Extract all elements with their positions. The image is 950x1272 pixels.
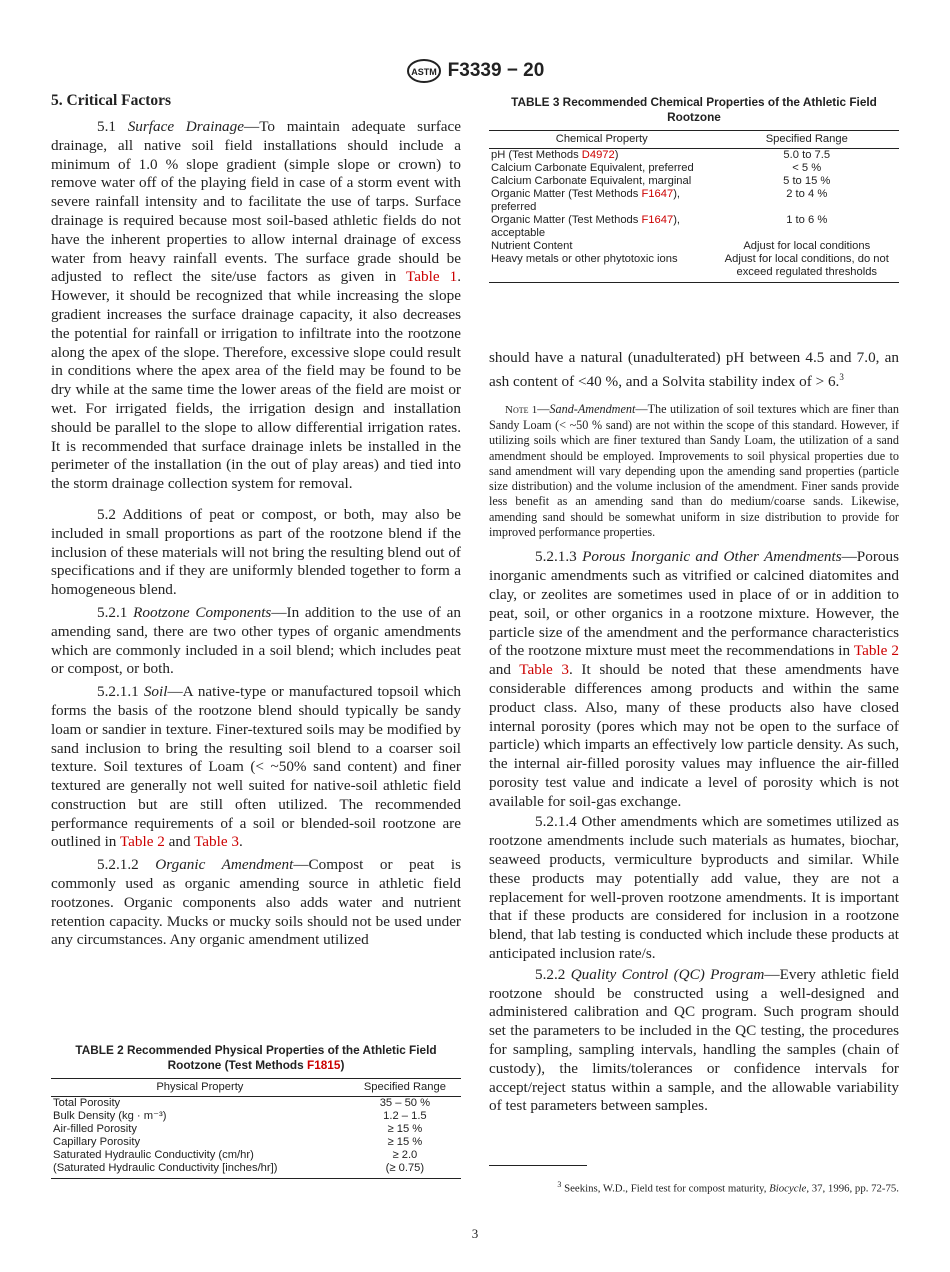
table-row: Calcium Carbonate Equivalent, preferred < 5 % bbox=[491, 162, 822, 174]
table-2 bbox=[51, 1043, 461, 1179]
table-row: Nutrient Content Adjust for local conditions bbox=[491, 240, 871, 252]
table-3-header-range: Specified Range bbox=[715, 131, 900, 149]
svg-text:ASTM: ASTM bbox=[410, 67, 437, 77]
f1815-link[interactable]: F1815 bbox=[306, 1057, 341, 1072]
table-2-header-range: Specified Range bbox=[349, 1079, 461, 1097]
table-row: Air-filled Porosity ≥ 15 % bbox=[53, 1123, 423, 1135]
paragraph-5-2-1-2: 5.2.1.2 Organic Amendment—Compost or peat is commonly used as organic amending source in athletic field rootzones. Organic components also adds water and nutrient retention capacity. Mucks or mucky soils should not be used under any circumstances. Any organic amendment utilized bbox=[51, 856, 462, 949]
table-row: (Saturated Hydraulic Conductivity [inches/hr]) (≥ 0.75) bbox=[51, 1162, 461, 1179]
table-row: Calcium Carbonate Equivalent, marginal 5 to 15 % bbox=[491, 175, 831, 187]
table-2-link[interactable]: Table 2 bbox=[853, 642, 899, 660]
paragraph-5-2-1: 5.2.1 Rootzone Components—In addition to the use of an amending sand, there are two other types of organic amendments which are commonly included in a soil blend; which includes peat or compost, or both. bbox=[51, 603, 461, 678]
f1647-link[interactable]: F1647 bbox=[641, 188, 674, 200]
table-row: Organic Matter (Test Methods F1647), preferred 2 to 4 % bbox=[491, 188, 828, 213]
paragraph-5-2-2: 5.2.2 Quality Control (QC) Program—Every athletic field rootzone should be constructed using a well-designed and administered calibration and QC program. Such program should set the parameters to be included in the QC testing, the procedures for sampling, sampling intervals, handling the samples (chain of custody), the limits/tolerances or confidence intervals for accept/reject status within a sample, and the allowable variability of test parameters between samples. bbox=[489, 965, 900, 1115]
right-column bbox=[489, 349, 899, 1116]
table-row: Organic Matter (Test Methods F1647), acceptable 1 to 6 % bbox=[491, 214, 828, 239]
paragraph-5-1: 5.1 Surface Drainage—To maintain adequate surface drainage, all native soil field installations should include a minimum of 1.0 % slope gradient (simple slope or crown) to remove water off of the playing field in case of a storm event with severe rainfall intensity and to facilitate the use of tarps. Surface drainage is required because most soil-based athletic fields do not have the inherent properties to allow internal drainage of excess water from heavy rainfall events. The surface grade should be adjusted to reflect the site/use factors as given in Table 1. However, it should be recognized that while increasing the slope gradient increases the surface drainage capacity, it also decreases the potential for rainfall or irrigation to infiltrate into the rootzone along the apex of the slope. Therefore, excessive slope could result in conditions where the apex area of the field may be found to be dry while at the same time the lower areas of the field are moist or wet. For irrigated fields, the irrigation design and installation should be parallel to the slope to allow differential irrigation rates. It is recommended that surface drainage inlets be installed in the perimeter of the installation (in the out of play areas) and tied into the storm drainage collection system for removal. bbox=[51, 118, 462, 493]
table-3-link[interactable]: Table 3 bbox=[519, 661, 570, 679]
d4972-link[interactable]: D4972 bbox=[581, 149, 615, 161]
footnote-divider bbox=[489, 1165, 587, 1166]
astm-logo-icon bbox=[406, 58, 442, 84]
table-row: pH (Test Methods D4972) 5.0 to 7.5 bbox=[491, 149, 831, 161]
table-3-caption: TABLE 3 Recommended Chemical Properties of the Athletic Field Rootzone bbox=[511, 95, 877, 124]
table-row: Saturated Hydraulic Conductivity (cm/hr) ≥ 2.0 bbox=[53, 1149, 418, 1161]
f1647-link[interactable]: F1647 bbox=[641, 214, 674, 226]
table-1-link[interactable]: Table 1 bbox=[406, 268, 458, 286]
table-2-header-property: Physical Property bbox=[51, 1079, 349, 1097]
table-row: Heavy metals or other phytotoxic ions Adjust for local conditions, do not exceed regulated thresholds bbox=[489, 253, 899, 283]
table-3-grid bbox=[489, 130, 899, 283]
table-row: Capillary Porosity ≥ 15 % bbox=[53, 1136, 423, 1148]
paragraph-5-2: 5.2 Additions of peat or compost, or both, may also be included in small proportions as part of the rootzone blend if the inclusion of these materials will not bring the resulting blend out of specifications and if they are uniformly blended together to form a homogeneous blend. bbox=[51, 505, 461, 599]
table-3-header-property: Chemical Property bbox=[489, 131, 715, 149]
note-1: Note 1—Sand-Amendment—The utilization of soil textures which are finer than Sandy Loam (< ~50 % sand) are not within the scope of this standard. However, if utilizing soils which are finer textured than Sandy Loam, the utilization of a sand amendment should be employed. Improvements to soil physical properties due to sand amendment will vary depending upon the amending sand properties (particle size distribution) and the volume inclusion of the amendment. Finer sands provide less benefit as an amending sand than do medium/coarse sands. Likewise, amending sand should be somewhat uniform in size distribution to provide for improved performance properties. bbox=[489, 401, 900, 540]
section-title: 5. Critical Factors bbox=[51, 92, 172, 109]
table-2-grid bbox=[51, 1078, 461, 1179]
paragraph-5-2-1-1: 5.2.1.1 Soil—A native-type or manufactured topsoil which forms the basis of the rootzone blend should typically be sandy loam or sandier in texture. Finer-textured soils may be modified by sand inclusion to bring the resulting soil blend to a coarser soil texture. Soil textures of Loam (< ~50% sand content) and finer textured are generally not well suited for native-soil athletic field construction but are still often utilized. The recommended performance requirements of a soil or blended-soil rootzone are outlined in Table 2 and Table 3. bbox=[51, 683, 461, 851]
table-3 bbox=[489, 95, 899, 283]
standard-code: F3339 − 20 bbox=[447, 60, 545, 81]
paragraph-5-2-1-3: 5.2.1.3 Porous Inorganic and Other Amendments—Porous inorganic amendments such as vitrified or calcined diatomites and clay, or zeolites are sometimes used in place of or in addition to peat, soil, or other organics in a rootzone mixture. However, the particle size of the amendment and the performance characteristics of the rootzone mixture must meet the recommendations in Table 2 and Table 3. It should be noted that these amendments have considerable differences among products and within the same product class. Also, many of these products also have closed internal porosity (pores which may not be open to the surface of particle) which imparts an effectively low particle density. As such, the internal air-filled porosity values may influence the air-filled porosity test value and indicate a level of porosity which is not available for soil-gas exchange. bbox=[489, 548, 900, 810]
table-row: Bulk Density (kg · m⁻³) 1.2 – 1.5 bbox=[53, 1110, 427, 1122]
page-number: 3 bbox=[471, 1226, 479, 1241]
table-3-link[interactable]: Table 3 bbox=[194, 833, 239, 851]
table-row: Total Porosity 35 – 50 % bbox=[53, 1097, 431, 1109]
page-header bbox=[0, 58, 950, 84]
paragraph-5-2-1-4: 5.2.1.4 Other amendments which are sometimes utilized as rootzone amendments include such materials as humates, biochar, seaweed products, vermiculture byproducts and similar. While these products may potentially add value, they are not a replacement for well-proven rootzone amendments. It is important that if these products are considered for inclusion in a rootzone blend, that lab testing is conducted which include these products at anticipated inclusion rate/s. bbox=[489, 813, 899, 963]
left-column bbox=[51, 92, 461, 950]
footnote: $^3$ Seekins, W.D., Field test for compost maturity, Biocycle, 37, 1996, pp. 72-75. bbox=[557, 1180, 899, 1195]
table-2-caption: TABLE 2 Recommended Physical Properties of the Athletic Field Rootzone (Test Methods F1815) bbox=[75, 1043, 437, 1072]
paragraph-continuation: should have a natural (unadulterated) pH between 4.5 and 7.0, an ash content of <40 %, and a Solvita stability index of > 6.$^3$ bbox=[489, 349, 899, 390]
table-2-link[interactable]: Table 2 bbox=[119, 833, 165, 851]
